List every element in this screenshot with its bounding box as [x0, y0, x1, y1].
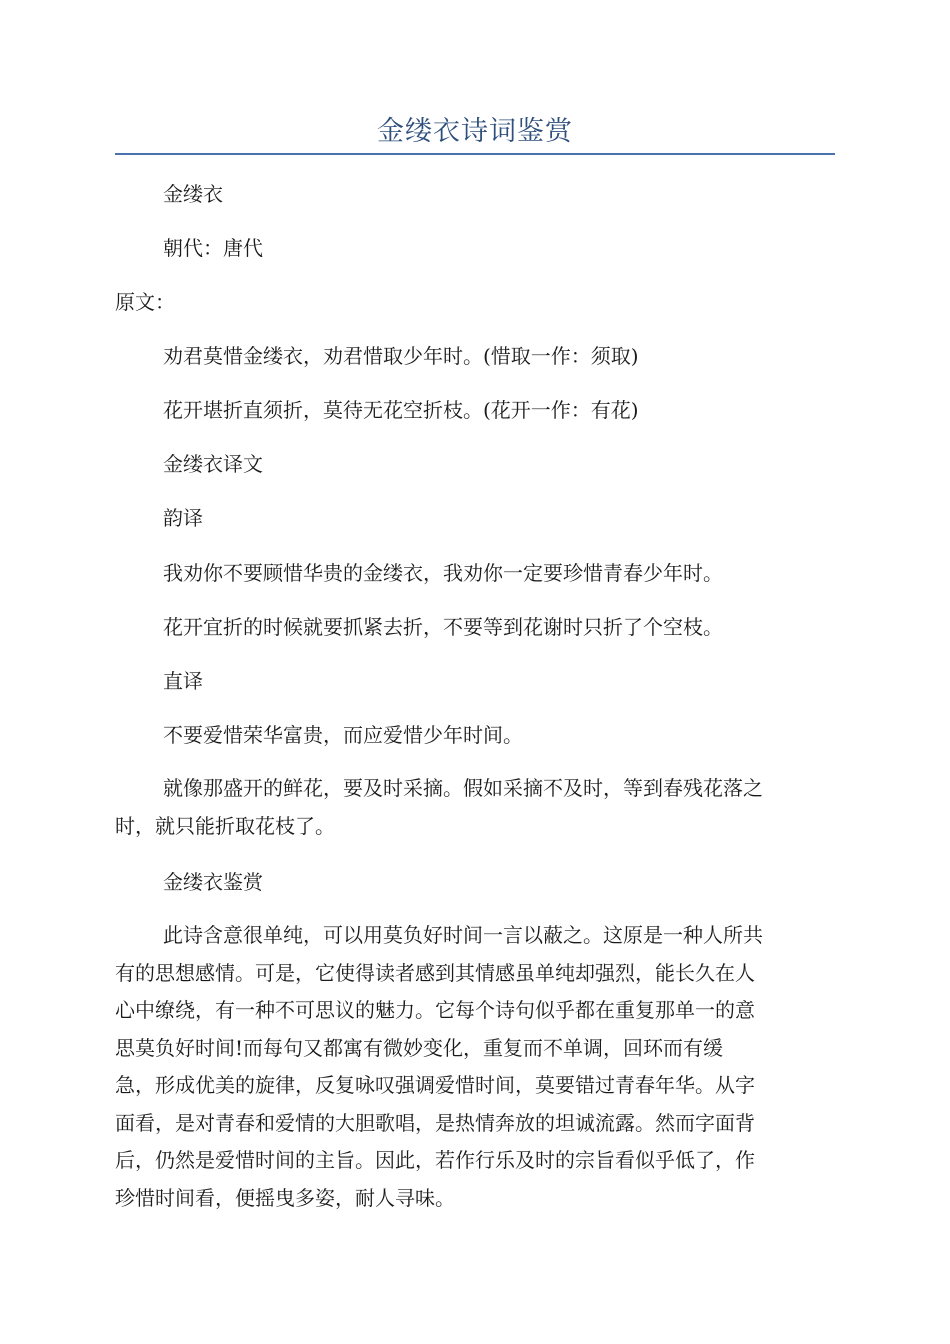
rhymed-translation-label: 韵译	[163, 506, 203, 530]
paragraph-line: 面看，是对青春和爱情的大胆歌唱，是热情奔放的坦诚流露。然而字面背	[115, 1110, 755, 1135]
appreciation-heading: 金缕衣鉴赏	[163, 870, 263, 894]
paragraph-line: 急，形成优美的旋律，反复咏叹强调爱惜时间，莫要错过青春年华。从字	[115, 1073, 755, 1097]
paragraph-line: 后，仍然是爱惜时间的主旨。因此，若作行乐及时的宗旨看似乎低了，作	[115, 1148, 755, 1172]
literal-line-1: 不要爱惜荣华富贵，而应爱惜少年时间。	[163, 723, 523, 747]
paragraph-line: 此诗含意很单纯，可以用莫负好时间一言以蔽之。这原是一种人所共	[163, 923, 763, 947]
literal-translation-label: 直译	[163, 669, 203, 693]
literal-paragraph	[115, 770, 835, 845]
poem-line-2: 花开堪折直须折，莫待无花空折枝。(花开一作：有花)	[163, 398, 639, 422]
dynasty-line: 朝代：唐代	[163, 236, 263, 260]
original-text-label: 原文：	[115, 290, 175, 314]
title-underline	[115, 153, 835, 155]
paragraph-line: 思莫负好时间!而每句又都寓有微妙变化，重复而不单调，回环而有缓	[115, 1035, 724, 1060]
paragraph-line: 就像那盛开的鲜花，要及时采摘。假如采摘不及时，等到春残花落之	[163, 776, 763, 800]
translation-heading: 金缕衣译文	[163, 452, 263, 476]
document-title: 金缕衣诗词鉴赏	[377, 116, 573, 147]
paragraph-line: 时，就只能折取花枝了。	[115, 813, 335, 838]
paragraph-line: 有的思想感情。可是，它使得读者感到其情感虽单纯却强烈，能长久在人	[115, 960, 755, 985]
poem-line-1: 劝君莫惜金缕衣，劝君惜取少年时。(惜取一作：须取)	[163, 344, 639, 368]
poem-name: 金缕衣	[163, 182, 223, 206]
paragraph-line: 心中缭绕，有一种不可思议的魅力。它每个诗句似乎都在重复那单一的意	[115, 998, 755, 1022]
rhymed-line-1: 我劝你不要顾惜华贵的金缕衣，我劝你一定要珍惜青春少年时。	[163, 561, 723, 585]
paragraph-line: 珍惜时间看，便摇曳多姿，耐人寻味。	[115, 1185, 455, 1210]
rhymed-line-2: 花开宜折的时候就要抓紧去折，不要等到花谢时只折了个空枝。	[163, 615, 723, 639]
appreciation-paragraph	[115, 917, 835, 1217]
